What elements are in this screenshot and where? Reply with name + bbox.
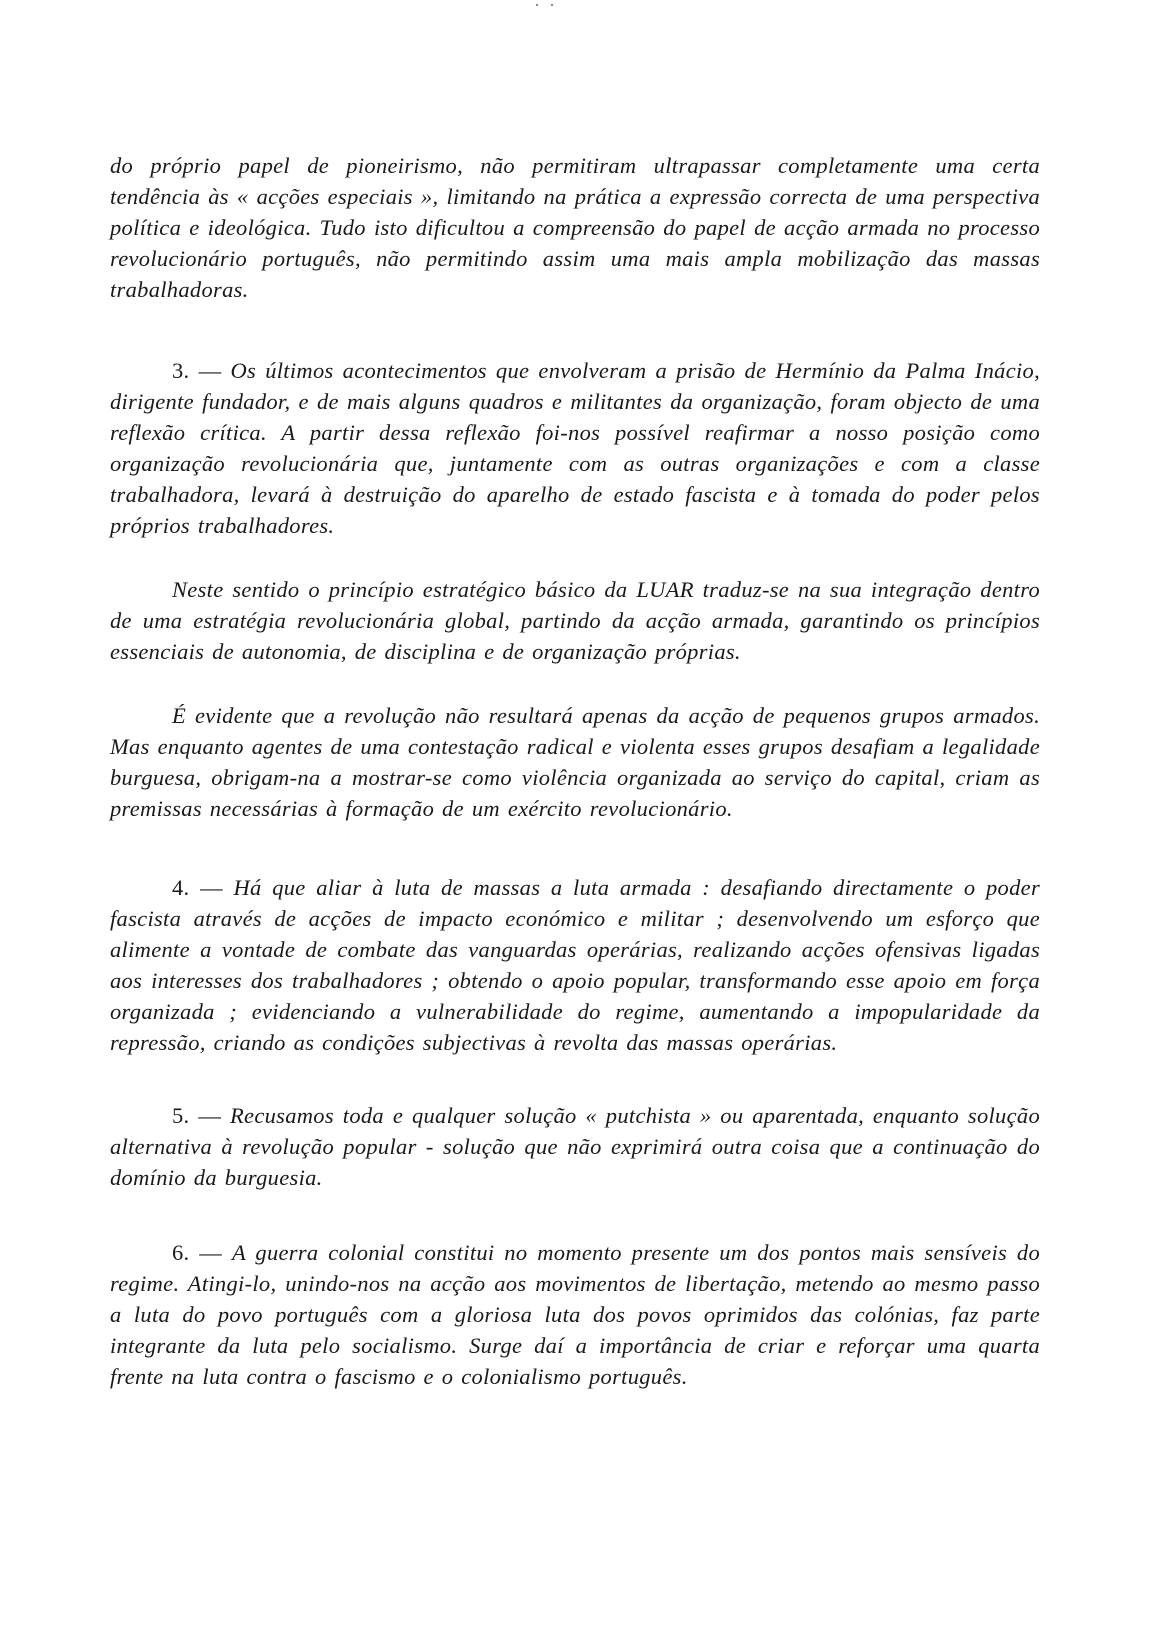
paragraph-text: A guerra colonial constitui no momento presente um dos pontos mais sensíveis do regime. Atingi-lo, unindo-nos na acção aos movimentos de libertação, metendo ao mesmo passo a luta do povo português com a gloriosa luta dos povos oprimidos das colónias, faz parte integrante da luta pelo socialismo. Surge daí a importância de criar e reforçar uma quarta frente na luta contra o fascismo e o colonialismo português. — [110, 1240, 1041, 1389]
paragraph-number: 3. — — [172, 358, 231, 383]
scan-speck — [536, 4, 538, 6]
paragraph-armed-groups — [110, 700, 1040, 824]
paragraph-point-3 — [110, 355, 1040, 541]
paragraph-point-5 — [110, 1100, 1040, 1193]
paragraph-point-6 — [110, 1237, 1040, 1392]
paragraph-text: Há que aliar à luta de massas a luta armada : desafiando directamente o poder fascista através de acções de impacto económico e militar ; desenvolvendo um esforço que alimente a vontade de combate das vanguardas operárias, realizando acções ofensivas ligadas aos interesses dos trabalhadores ; obtendo o apoio popular, transformando esse apoio em força organizada ; evidenciando a vulnerabilidade do regime, aumentando a impopularidade da repressão, criando as condições subjectivas à revolta das massas operárias. — [110, 875, 1040, 1055]
paragraph-number: 5. — — [172, 1103, 230, 1128]
paragraph-text: É evidente que a revolução não resultará apenas da acção de pequenos grupos armados. Mas enquanto agentes de uma contestação radical e violenta esses grupos desafiam a legalidade burguesa, obrigam-na a mostrar-se como violência organizada ao serviço do capital, criam as premissas necessárias à formação de um exército revolucionário. — [110, 703, 1040, 821]
paragraph-point-4 — [110, 872, 1040, 1058]
paragraph-text: do próprio papel de pioneirismo, não permitiram ultrapassar completamente uma certa tendência às « acções especiais », limitando na prática a expressão correcta de uma perspectiva política e ideológica. Tudo isto dificultou a compreensão do papel de acção armada no processo revolucionário português, não permitindo assim uma mais ampla mobilização das massas trabalhadoras. — [110, 153, 1040, 302]
scan-speck — [551, 4, 553, 6]
document-page — [110, 150, 1040, 1425]
paragraph-number: 6. — — [172, 1240, 232, 1265]
paragraph-number: 4. — — [172, 875, 234, 900]
paragraph-text: Os últimos acontecimentos que envolveram a prisão de Hermínio da Palma Inácio, dirigente fundador, e de mais alguns quadros e militantes da organização, foram objecto de uma reflexão crítica. A partir dessa reflexão foi-nos possível reafirmar a nosso posição como organização revolucionária que, juntamente com as outras organizações e com a classe trabalhadora, levará à destruição do aparelho de estado fascista e à tomada do poder pelos próprios trabalhadores. — [110, 358, 1041, 538]
paragraph-continuation — [110, 150, 1040, 305]
paragraph-text: Recusamos toda e qualquer solução « putchista » ou aparentada, enquanto solução alternativa à revolução popular - solução que não exprimirá outra coisa que a continuação do domínio da burguesia. — [110, 1103, 1040, 1190]
paragraph-text: Neste sentido o princípio estratégico básico da LUAR traduz-se na sua integração dentro de uma estratégia revolucionária global, partindo da acção armada, garantindo os princípios essenciais de autonomia, de disciplina e de organização próprias. — [110, 577, 1040, 664]
paragraph-strategic-principle — [110, 574, 1040, 667]
